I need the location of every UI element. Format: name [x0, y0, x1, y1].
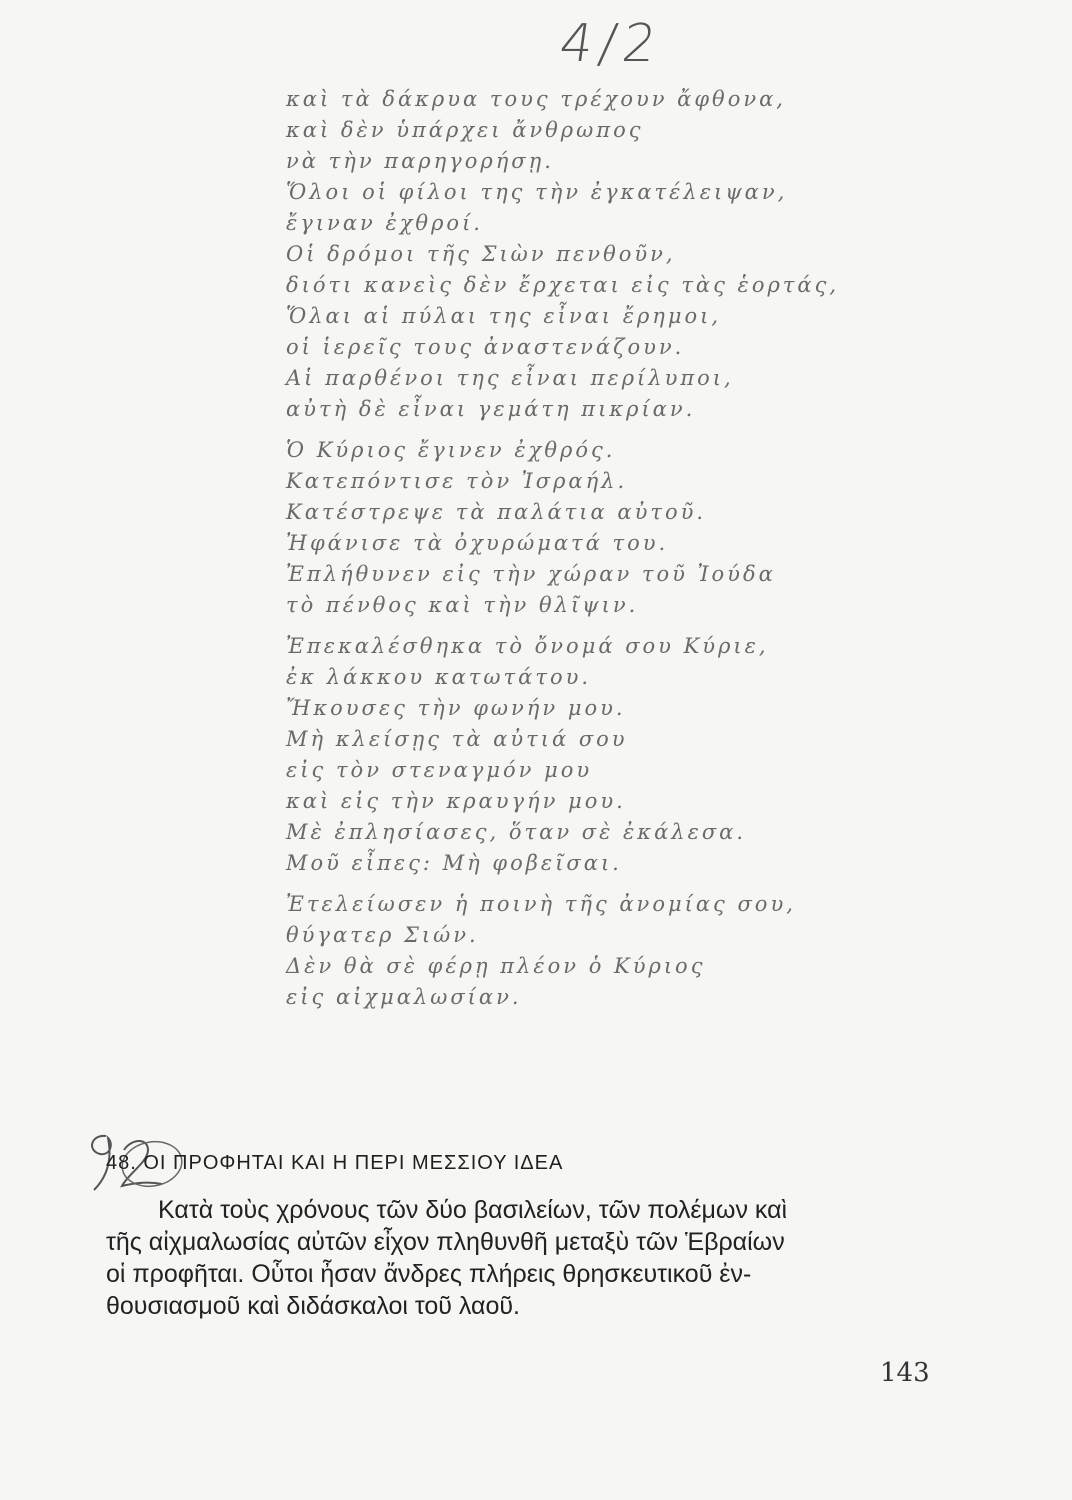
poem-line: τὸ πένθος καὶ τὴν θλῖψιν. [286, 593, 639, 617]
poem-line: Ἐτελείωσεν ἡ ποινὴ τῆς ἀνομίας σου, [286, 892, 796, 916]
poem-line: καὶ δὲν ὑπάρχει ἄνθρωπος [286, 118, 644, 142]
poem-line: ἐκ λάκκου κατωτάτου. [286, 665, 592, 689]
body-line: οἱ προφῆται. Οὗτοι ἦσαν ἄνδρες πλήρεις θρησκευτικοῦ ἐν- [106, 1260, 752, 1288]
poem-line: εἰς τὸν στεναγμόν μου [286, 758, 593, 782]
poem-line: διότι κανεὶς δὲν ἔρχεται εἰς τὰς ἑορτάς, [286, 273, 840, 297]
poem-line: Μὴ κλείσῃς τὰ αὐτιά σου [286, 727, 628, 751]
poem-line: θύγατερ Σιών. [286, 923, 479, 947]
poem-line: Ἐπλήθυνεν εἰς τὴν χώραν τοῦ Ἰούδα [286, 562, 776, 586]
poem-line: Ἤκουσες τὴν φωνήν μου. [286, 696, 626, 720]
poem-line: Μὲ ἐπλησίασες, ὅταν σὲ ἐκάλεσα. [286, 820, 747, 844]
page-number: 143 [880, 1358, 930, 1388]
poem-line: καὶ εἰς τὴν κραυγήν μου. [286, 789, 626, 813]
poem-line: Κατέστρεψε τὰ παλάτια αὐτοῦ. [286, 500, 707, 524]
poem-line: Αἱ παρθένοι της εἶναι περίλυποι, [286, 366, 734, 390]
poem-line: οἱ ἱερεῖς τους ἀναστενάζουν. [286, 335, 685, 359]
poem-stanza [286, 84, 840, 425]
poem-line: Δὲν θὰ σὲ φέρῃ πλέον ὁ Κύριος [286, 954, 706, 978]
poem-line: Ὁ Κύριος ἔγινεν ἐχθρός. [286, 438, 616, 462]
section-heading [106, 1152, 563, 1175]
poem-line: ἔγιναν ἐχθροί. [286, 211, 483, 235]
poem-line: Ὅλοι οἱ φίλοι της τὴν ἐγκατέλειψαν, [286, 180, 788, 204]
poem-line: Ἠφάνισε τὰ ὀχυρώματά του. [286, 531, 669, 555]
poem-stanza [286, 435, 806, 621]
poem-line: αὐτὴ δὲ εἶναι γεμάτη πικρίαν. [286, 397, 696, 421]
section-number: 48. [106, 1152, 137, 1174]
section-title: ΟΙ ΠΡΟΦΗΤΑΙ ΚΑΙ Η ΠΕΡΙ ΜΕΣΣΙΟΥ ΙΔΕΑ [143, 1152, 564, 1174]
body-line: τῆς αἰχμαλωσίας αὐτῶν εἶχον πληθυνθῆ μεταξὺ τῶν Ἑβραίων [106, 1228, 785, 1256]
poem-line: νὰ τὴν παρηγορήσῃ. [286, 149, 554, 173]
handwritten-page-annotation: 4/2 [555, 14, 666, 74]
poem-line: Οἱ δρόμοι τῆς Σιὼν πενθοῦν, [286, 242, 676, 266]
poem-block [286, 84, 840, 1023]
poem-line: Κατεπόντισε τὸν Ἰσραήλ. [286, 469, 628, 493]
poem-line: Μοῦ εἶπες: Μὴ φοβεῖσαι. [286, 851, 622, 875]
body-line: Κατὰ τοὺς χρόνους τῶν δύο βασιλείων, τῶν πολέμων καὶ [158, 1196, 788, 1224]
poem-stanza [286, 631, 806, 879]
body-line: θουσιασμοῦ καὶ διδάσκαλοι τοῦ λαοῦ. [106, 1292, 521, 1320]
poem-line: Ὅλαι αἱ πύλαι της εἶναι ἔρημοι, [286, 304, 722, 328]
poem-line: εἰς αἰχμαλωσίαν. [286, 985, 522, 1009]
poem-line: Ἐπεκαλέσθηκα τὸ ὄνομά σου Κύριε, [286, 634, 769, 658]
poem-line: καὶ τὰ δάκρυα τους τρέχουν ἄφθονα, [286, 87, 786, 111]
poem-stanza [286, 889, 806, 1013]
body-paragraph [106, 1194, 934, 1322]
